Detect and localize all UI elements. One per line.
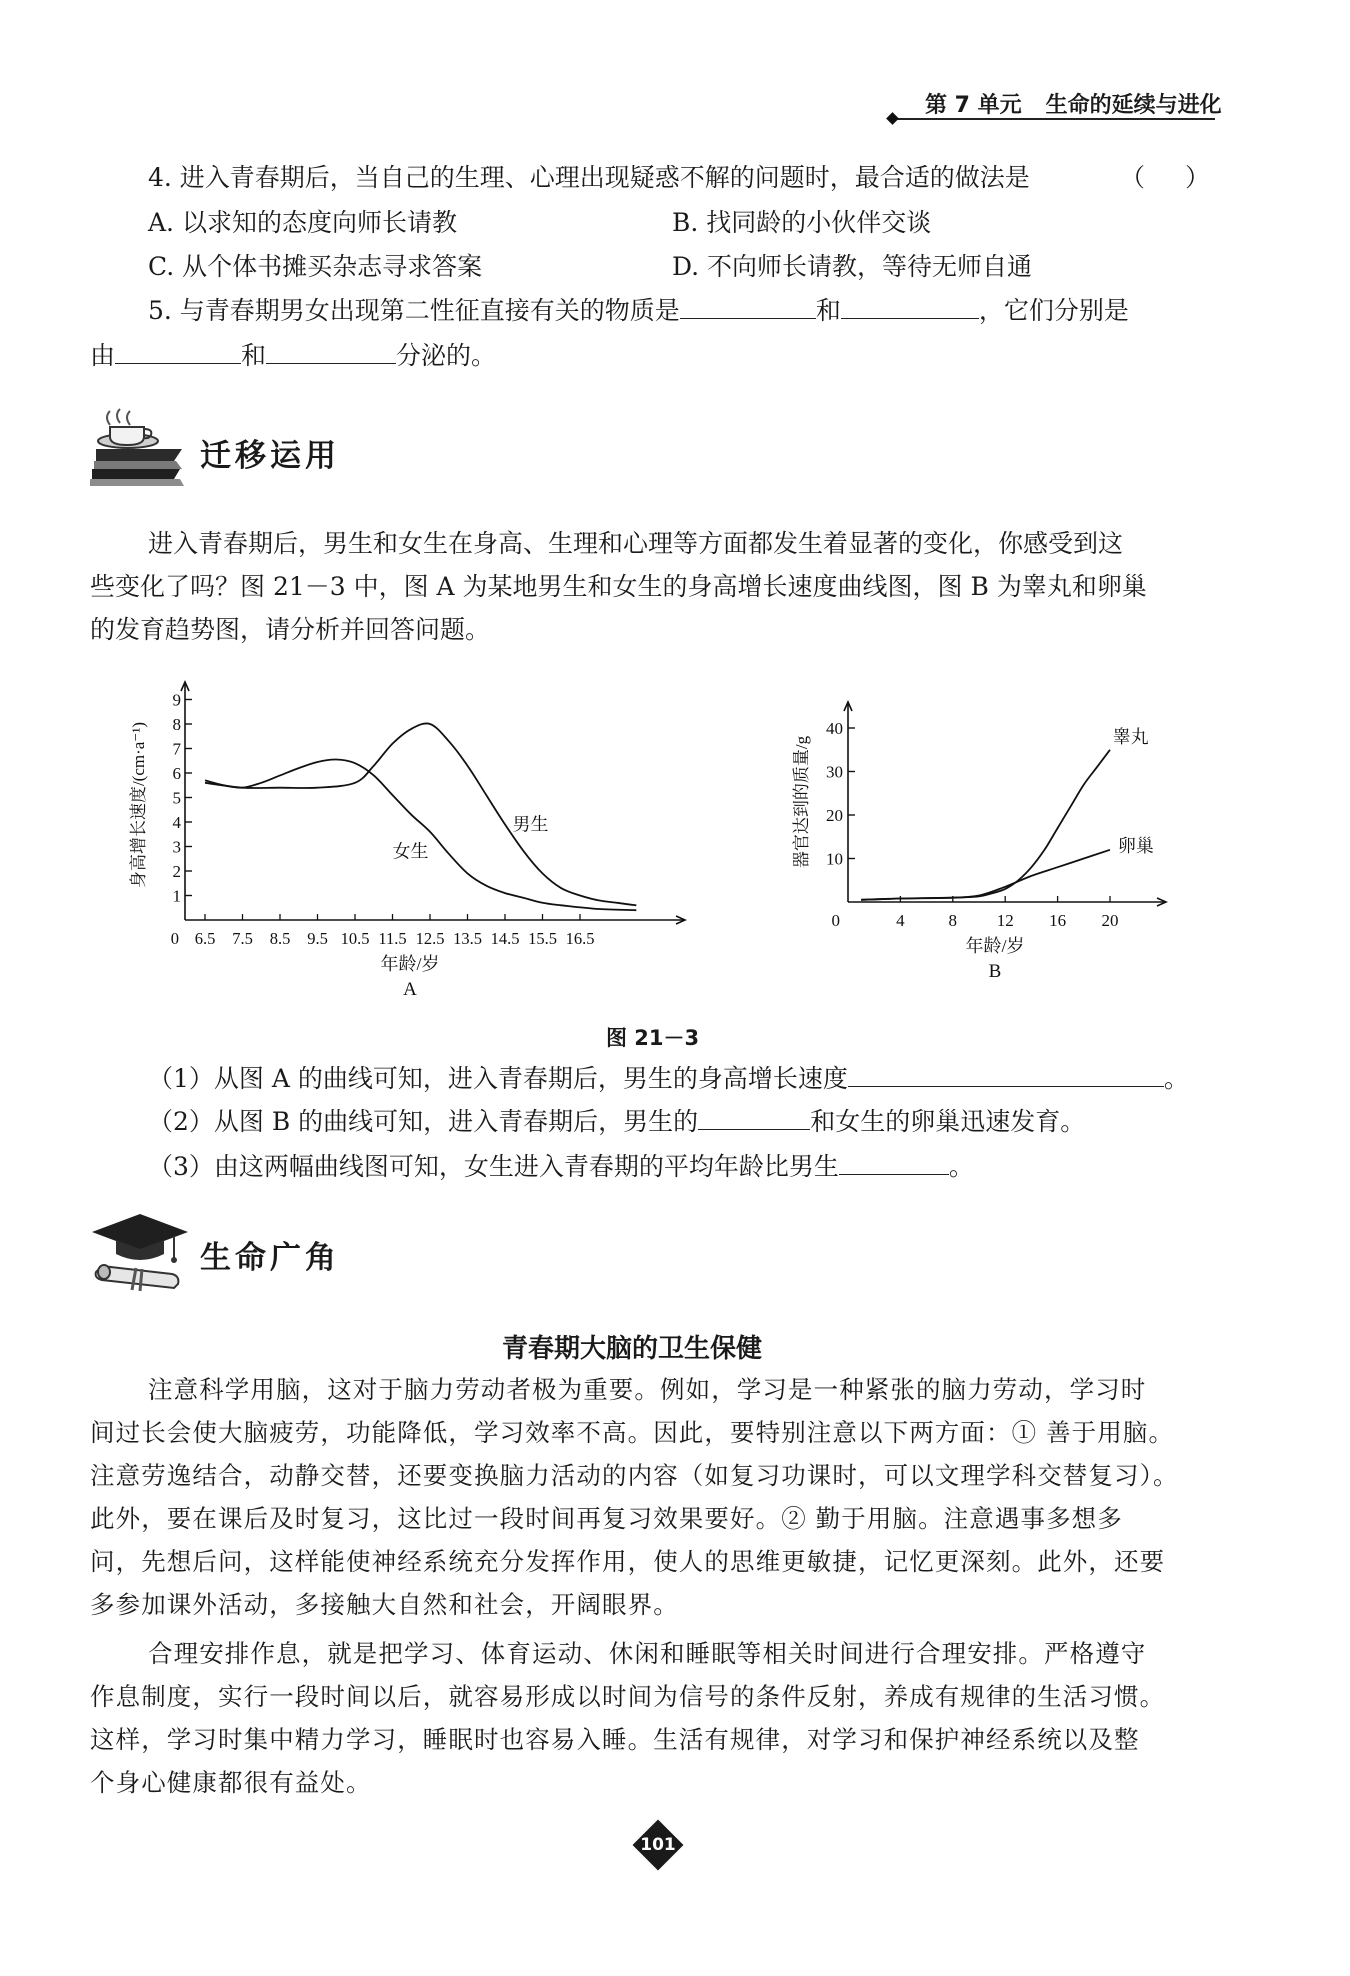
subq-3: （3）由这两幅曲线图可知，女生进入青春期的平均年龄比男生 。 (148, 1148, 974, 1186)
x-tick-label: 20 (1101, 911, 1119, 930)
q4-option-c[interactable]: C. 从个体书摊买杂志寻求答案 (148, 252, 483, 281)
x-tick-label: 10.5 (340, 929, 370, 948)
x-tick-label: 6.5 (194, 929, 216, 948)
series-label-boys: 男生 (512, 814, 549, 835)
x-tick-label: 8 (948, 911, 958, 930)
unit-number: 第 7 单元 (925, 93, 1022, 118)
y-tick-label: 6 (172, 764, 181, 783)
y-tick-label: 30 (826, 762, 843, 782)
series-line (205, 759, 636, 910)
q5-blank-4[interactable] (266, 337, 396, 364)
q5-blank-1[interactable] (680, 292, 816, 319)
series-label-testis: 睾丸 (1112, 727, 1149, 748)
x-tick-label: 8.5 (269, 929, 291, 948)
chart-b-organ-mass (780, 700, 1190, 1000)
y-tick-label: 3 (172, 837, 181, 857)
header-rule (895, 118, 1215, 120)
series-label-girls: 女生 (392, 841, 429, 862)
subq-2-blank[interactable] (698, 1103, 810, 1130)
books-and-coffee-cup-icon (88, 405, 193, 490)
series-line (861, 850, 1110, 900)
chart-label: B (988, 961, 1002, 982)
subq-1-blank[interactable] (848, 1060, 1164, 1087)
section1-intro: 进入青春期后，男生和女生在身高、生理和心理等方面都发生着显著的变化，你感受到这 些变化了吗？图 21－3 中，图 A 为某地男生和女生的身高增长速度曲线图，图 B 为睾丸和卵巢 的发育趋势图，请分析并回答问题。 (90, 529, 1147, 644)
q4-option-a[interactable]: A. 以求知的态度向师长请教 (148, 208, 457, 237)
chart-a-height-growth (115, 680, 695, 1000)
section-title-life: 生命广角 (200, 1240, 340, 1276)
y-tick-label: 5 (172, 788, 181, 808)
y-tick-label: 9 (172, 690, 181, 710)
subq-3-blank[interactable] (839, 1148, 949, 1175)
x-tick-label: 12.5 (415, 929, 445, 948)
y-tick-label: 10 (826, 849, 843, 869)
y-tick-label: 20 (826, 806, 843, 825)
series-line (861, 750, 1110, 900)
y-tick-label: 4 (172, 813, 181, 832)
y-tick-label: 7 (172, 739, 181, 759)
page-number: 101 (640, 1835, 676, 1855)
q5-line2: 由 和 分泌的。 (90, 337, 496, 375)
q4-stem: 4. 进入青春期后，当自己的生理、心理出现疑惑不解的问题时，最合适的做法是 (148, 163, 1030, 192)
page-number-badge (633, 1820, 683, 1870)
q5-blank-2[interactable] (841, 292, 979, 319)
q5-line1: 5. 与青春期男女出现第二性征直接有关的物质是 和 ，它们分别是 (148, 292, 1129, 330)
x-tick-label: 16 (1049, 911, 1067, 930)
article-paragraph-2: 合理安排作息，就是把学习、体育运动、休闲和睡眠等相关时间进行合理安排。严格遵守 作息制度，实行一段时间以后，就容易形成以时间为信号的条件反射，养成有规律的生活习惯。 这样，学习时集中精力学习，睡眠时也容易入睡。生活有规律，对学习和保护神经系统以及整 个身心健康都很有益处。 (90, 1639, 1166, 1797)
x-axis-label: 年龄/岁 (380, 954, 440, 974)
q4-option-b[interactable]: B. 找同龄的小伙伴交谈 (672, 208, 932, 237)
x-tick-label: 12 (996, 911, 1014, 930)
header-diamond (886, 112, 899, 125)
article-paragraph-1: 注意科学用脑，这对于脑力劳动者极为重要。例如，学习是一种紧张的脑力劳动，学习时 间过长会使大脑疲劳，功能降低，学习效率不高。因此，要特别注意以下两方面：① 善于用脑。 注意劳逸结合，动静交替，还要变换脑力活动的内容（如复习功课时，可以文理学科交替复习）。 此外，要在课后及时复习，这比过一段时间再复习效果要好。② 勤于用脑。注意遇事多想多 问，先想后问，这样能使神经系统充分发挥作用，使人的思维更敏捷，记忆更深刻。此外，还要 多参加课外活动，多接触大自然和社会，开阔眼界。 (90, 1375, 1179, 1619)
x-tick-label: 9.5 (307, 929, 328, 948)
unit-title: 生命的延续与进化 (1045, 93, 1222, 118)
q4-option-d[interactable]: D. 不向师长请教，等待无师自通 (672, 252, 1033, 281)
graduation-cap-and-diploma-icon (88, 1210, 193, 1295)
x-tick-label: 4 (896, 911, 905, 930)
x-tick-label: 0 (831, 911, 840, 930)
series-label-ovary: 卵巢 (1117, 835, 1154, 856)
x-tick-label: 0 (170, 929, 179, 948)
y-tick-label: 40 (826, 719, 843, 738)
subq-2: （2）从图 B 的曲线可知，进入青春期后，男生的 和女生的卵巢迅速发育。 (148, 1103, 1085, 1141)
x-tick-label: 11.5 (378, 929, 407, 948)
x-axis-label: 年龄/岁 (965, 936, 1025, 956)
x-tick-label: 14.5 (490, 929, 520, 948)
y-tick-label: 2 (172, 862, 181, 881)
section-title-transfer: 迁移运用 (200, 438, 340, 474)
x-tick-label: 16.5 (565, 929, 595, 948)
x-tick-label: 15.5 (528, 929, 557, 948)
article-title: 青春期大脑的卫生保健 (502, 1334, 763, 1364)
y-tick-label: 8 (172, 715, 181, 734)
q5-blank-3[interactable] (115, 337, 241, 364)
x-tick-label: 7.5 (232, 929, 253, 948)
series-line (205, 723, 636, 905)
figure-caption: 图 21－3 (606, 1026, 700, 1050)
y-tick-label: 1 (172, 886, 181, 906)
chart-label: A (403, 979, 417, 1000)
subq-1: （1）从图 A 的曲线可知，进入青春期后，男生的身高增长速度 。 (148, 1060, 1189, 1098)
x-tick-label: 13.5 (453, 929, 482, 948)
q4-answer-parens[interactable]: （ ） (1120, 163, 1211, 192)
y-axis-label: 身高增长速度/(cm·a⁻¹) (129, 721, 148, 889)
y-axis-label: 器官达到的质量/g (792, 735, 811, 869)
